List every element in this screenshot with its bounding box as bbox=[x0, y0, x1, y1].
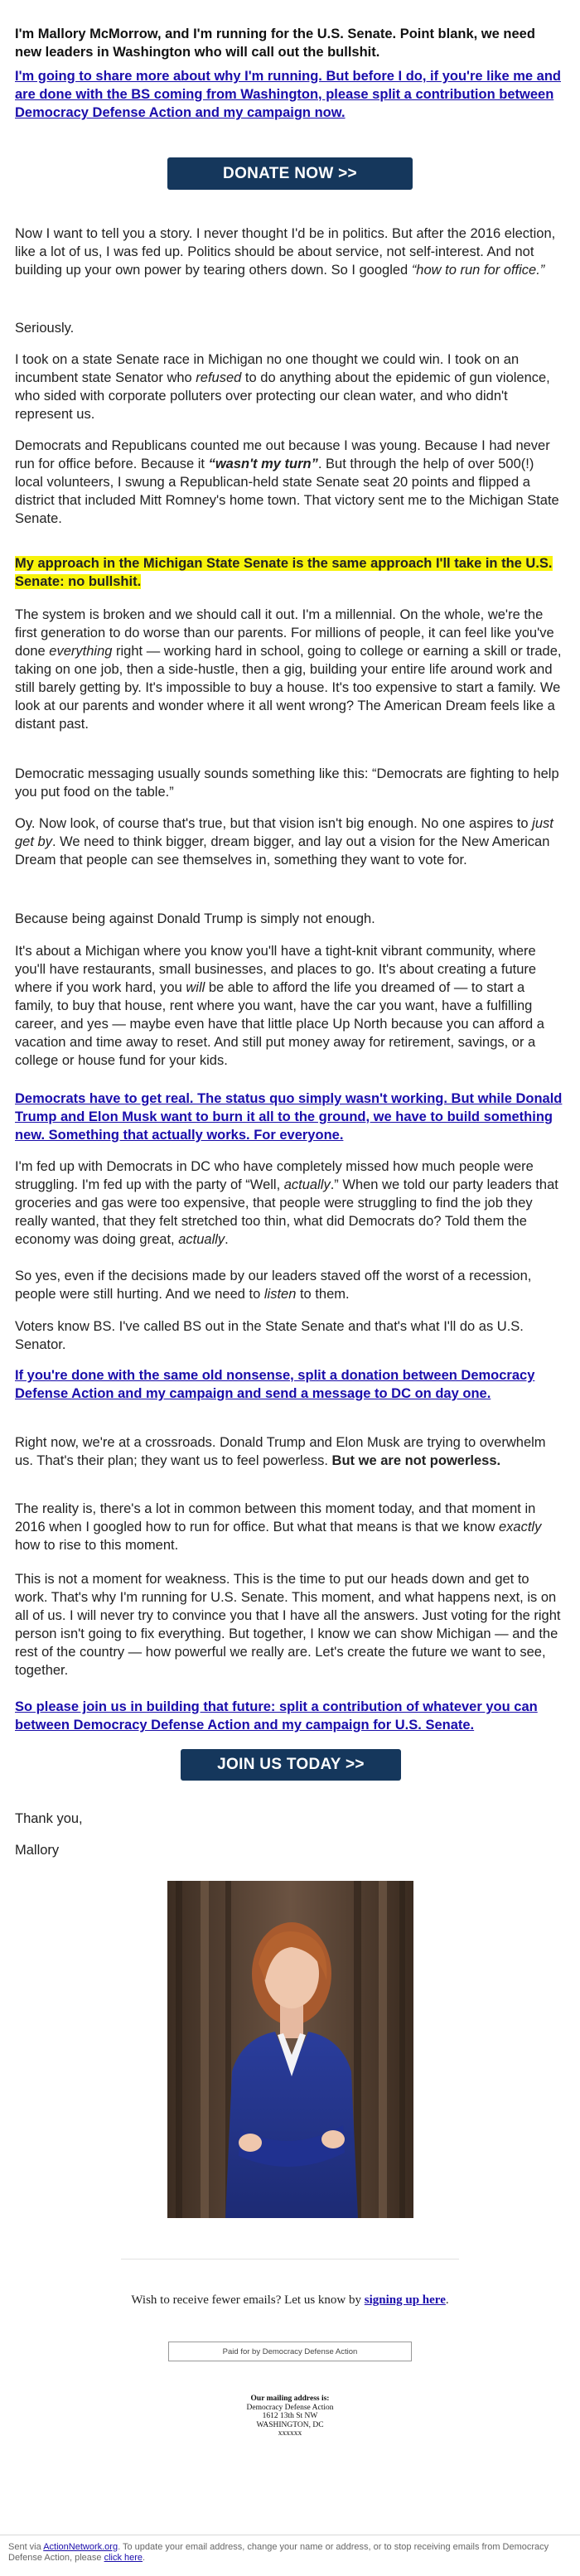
messaging-paragraph: Democratic messaging usually sounds something like this: “Democrats are fighting to help you put food on the table.” bbox=[15, 766, 559, 800]
address-line: WASHINGTON, DC bbox=[256, 2420, 324, 2429]
michigan-vision-paragraph: It's about a Michigan where you know you'll have a tight-knit vibrant community, where you'll have restaurants, small businesses, and places to go. It's about creating a future where if you work hard, you will be able to afford the life you dreamed of — to start a family, to buy that house, rent where you want, have the car you want, have a fulfilling career, and yes — maybe even have that little place Up North because you can afford a vacation and time away to reset. And still put money away for retirement, savings, or a college or house fund for your kids. bbox=[15, 944, 544, 1068]
fewer-emails: Wish to receive fewer emails? Let us know by signing up here. bbox=[131, 2293, 449, 2307]
click-here-link[interactable]: click here bbox=[104, 2553, 143, 2563]
seriously-paragraph: Seriously. bbox=[15, 321, 75, 336]
highlighted-text: My approach in the Michigan State Senate is the same approach I'll take in the U.S. Senate: no bullshit. bbox=[15, 556, 553, 589]
recession-paragraph: So yes, even if the decisions made by our leaders staved off the worst of a recession, people were still hurting. And we need to listen to them. bbox=[15, 1269, 532, 1302]
get-real-link[interactable]: Democrats have to get real. The status quo simply wasn't working. But while Donald Trump and Elon Musk want to burn it all to the ground, we have to build something new. Something that actually works. For everyone. bbox=[15, 1091, 563, 1143]
intro-donate-link[interactable]: I'm going to share more about why I'm running. But before I do, if you're like me and are done with the BS coming from Washington, please split a contribution between Democracy Defense Action and my campaign now. bbox=[15, 69, 562, 120]
crossroads-paragraph: Right now, we're at a crossroads. Donald Trump and Elon Musk are trying to overwhelm us. That's their plan; they want us to feel powerless. But we are not powerless. bbox=[15, 1435, 546, 1468]
democrats-dc-paragraph: I'm fed up with Democrats in DC who have completely missed how much people were struggling. I'm fed up with the party of “Well, actually.” When we told our party leaders that groceries and gas were too expensive, that people were struggling to find the job they really wanted, that they felt stretched too thin, what did Democrats do? Told them the economy was doing great, actually. bbox=[15, 1159, 558, 1247]
paid-for-text: Paid for by Democracy Defense Action bbox=[222, 2346, 358, 2356]
system-broken-paragraph: The system is broken and we should call it out. I'm a millennial. On the whole, we're the first generation to do worse than our parents. For millions of people, it can feel like you've done everything right — working hard in school, going to college or earning a skill or trade, taking on one job, then a side-hustle, then a gig, building your entire life around work and still barely getting by. It's impossible to buy a house. It's too expensive to start a family. We look at our parents and wonder where it all went wrong? The American Dream feels like a distant past. bbox=[15, 607, 562, 732]
address-line: Democracy Defense Action bbox=[246, 2403, 334, 2412]
donate-now-button[interactable]: DONATE NOW >> bbox=[167, 157, 413, 190]
highlight-paragraph bbox=[15, 554, 565, 591]
intro-paragraph bbox=[15, 67, 565, 122]
action-network-footer: Sent via ActionNetwork.org. To update your email address, change your name or address, or to stop receiving emails from Democracy Defense Action, please click here. bbox=[8, 2542, 549, 2563]
join-us-button[interactable]: JOIN US TODAY >> bbox=[181, 1749, 401, 1781]
join-paragraph bbox=[15, 1698, 565, 1734]
story-paragraph: Now I want to tell you a story. I never thought I'd be in politics. But after the 2016 election, like a lot of us, I was fed up. Politics should be about service, not self-interest. And not building up your own power by tearing others down. So I googled “how to run for office.” bbox=[15, 226, 556, 278]
vision-paragraph: Oy. Now look, of course that's true, but that vision isn't big enough. No one aspires to just get by. We need to think bigger, dream bigger, and lay out a vision for the New American Dream that people can see themselves in, something they want to vote for. bbox=[15, 816, 553, 868]
not-weakness-paragraph: This is not a moment for weakness. This is the time to put our heads down and get to work. That's why I'm running for U.S. Senate. This moment, and what happens next, is on all of us. I will never try to convince you that I have all the answers. Just voting for the right person isn't going to fix everything. But together, I know we can show Michigan — and the rest of the country — how powerful we really are. Let's create the future we want to see, together. bbox=[15, 1572, 561, 1678]
signoff-paragraph: Thank you, bbox=[15, 1811, 83, 1826]
nonsense-paragraph bbox=[15, 1366, 565, 1403]
mailing-address bbox=[0, 2395, 580, 2438]
candidate-photo-art bbox=[167, 1881, 413, 2218]
split-donation-link[interactable]: If you're done with the same old nonsense, split a donation between Democracy Defense Action and my campaign and send a message to DC on day one. bbox=[15, 1368, 535, 1401]
headline-text: I'm Mallory McMorrow, and I'm running for the U.S. Senate. Point blank, we need new leaders in Washington who will call out the bullshit. bbox=[15, 27, 535, 60]
signing-up-here-link[interactable]: signing up here bbox=[364, 2293, 446, 2307]
reality-paragraph: The reality is, there's a lot in common between this moment today, and that moment in 2016 when I googled how to run for office. But what that means is that we know exactly how to rise to this moment. bbox=[15, 1501, 542, 1553]
state-senate-paragraph: I took on a state Senate race in Michigan no one thought we could win. I took on an incumbent state Senator who refused to do anything about the epidemic of gun violence, who sided with corporate polluters over protecting our clean water, and who didn't represent us. bbox=[15, 352, 550, 422]
candidate-photo bbox=[167, 1881, 413, 2218]
address-line: 1612 13th St NW bbox=[262, 2412, 318, 2420]
signature-paragraph: Mallory bbox=[15, 1843, 60, 1858]
address-line: xxxxxx bbox=[278, 2429, 302, 2438]
email-headline bbox=[15, 25, 565, 61]
trump-not-enough-paragraph: Because being against Donald Trump is simply not enough. bbox=[15, 911, 375, 926]
voters-know-paragraph: Voters know BS. I've called BS out in the State Senate and that's what I'll do as U.S. Senator. bbox=[15, 1319, 524, 1352]
get-real-paragraph bbox=[15, 1090, 565, 1144]
address-label: Our mailing address is: bbox=[250, 2395, 330, 2403]
paid-for-box bbox=[168, 2342, 412, 2361]
actionnetwork-link[interactable]: ActionNetwork.org bbox=[43, 2542, 118, 2552]
victory-paragraph: Democrats and Republicans counted me out because I was young. Because I had never run for office before. Because it “wasn't my turn”. But through the help of over 500(!) local volunteers, I swung a Republican-held state Senate seat 20 points and flipped a district that included Mitt Romney's home town. That victory sent me to the Michigan State Senate. bbox=[15, 438, 559, 526]
join-future-link[interactable]: So please join us in building that future: split a contribution of whatever you can between Democracy Defense Action and my campaign for U.S. Senate. bbox=[15, 1699, 538, 1733]
